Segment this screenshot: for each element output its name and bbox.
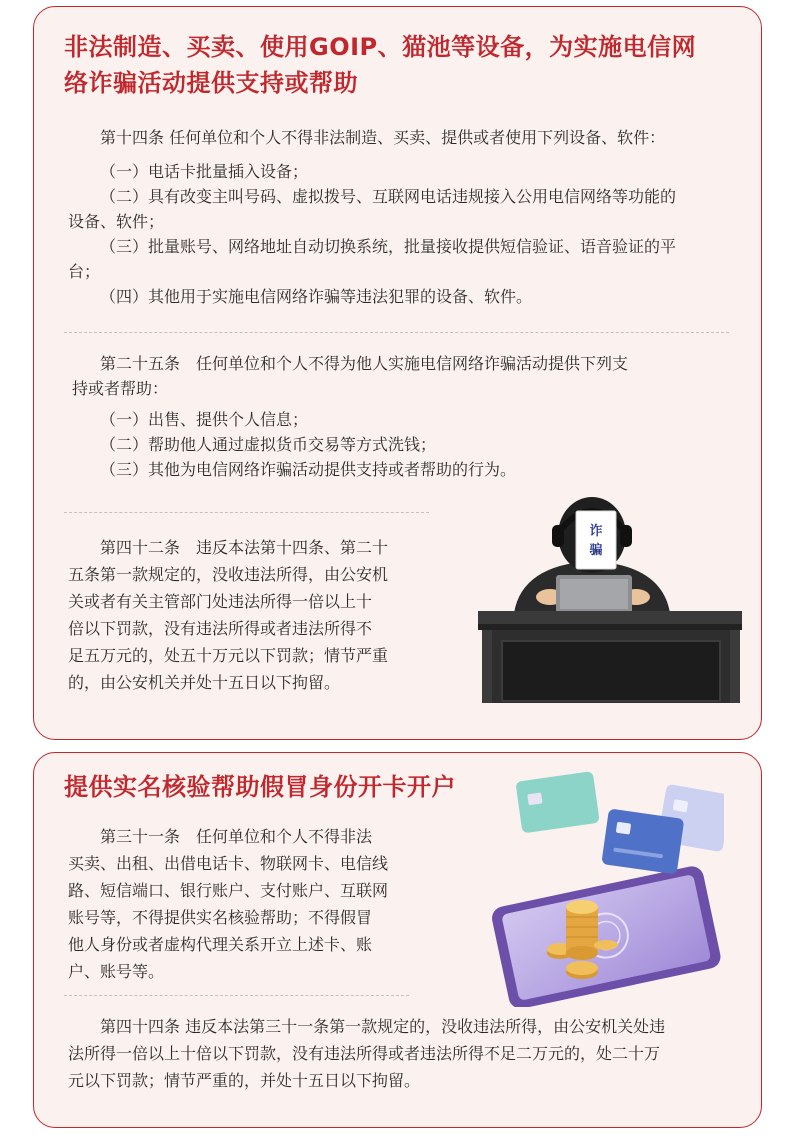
section-title xyxy=(64,29,696,101)
article-25-item: （一）出售、提供个人信息； xyxy=(100,410,309,429)
article-14-item-cont: 设备、软件； xyxy=(68,212,165,231)
article-14-intro: 第十四条 任何单位和个人不得非法制造、买卖、提供或者使用下列设备、软件： xyxy=(100,128,666,147)
article-44 xyxy=(68,1013,748,1094)
section-title-line2: 络诈骗活动提供支持或帮助 xyxy=(64,69,358,97)
article-14-item-cont: 台； xyxy=(68,262,101,281)
article-31-line: 账号等，不得提供实名核验帮助；不得假冒 xyxy=(68,908,373,927)
section-card-goip xyxy=(33,6,762,740)
article-42 xyxy=(68,534,428,696)
article-42-line: 第四十二条 违反本法第十四条、第二十 xyxy=(100,538,389,557)
article-14-item: （一）电话卡批量插入设备； xyxy=(100,162,309,181)
article-31-line: 第三十一条 任何单位和个人不得非法 xyxy=(100,827,373,846)
article-31-line: 买卖、出租、出借电话卡、物联网卡、电信线 xyxy=(68,854,389,873)
article-14-item: （三）批量账号、网络地址自动切换系统，批量接收提供短信验证、语音验证的平 xyxy=(100,237,677,256)
sign-char-2: 骗 xyxy=(589,543,603,558)
article-25 xyxy=(68,351,748,482)
article-31 xyxy=(68,823,428,985)
article-25-intro-line2: 持或者帮助： xyxy=(72,379,169,398)
article-14 xyxy=(68,125,748,309)
article-25-intro-line1: 第二十五条 任何单位和个人不得为他人实施电信网络诈骗活动提供下列支 xyxy=(100,354,629,373)
article-42-line: 五条第一款规定的，没收违法所得，由公安机 xyxy=(68,565,389,584)
article-14-item: （四）其他用于实施电信网络诈骗等违法犯罪的设备、软件。 xyxy=(100,287,533,306)
article-31-line: 户、账号等。 xyxy=(68,962,165,981)
article-31-line: 路、短信端口、银行账户、支付账户、互联网 xyxy=(68,881,389,900)
section-title-line1: 非法制造、买卖、使用GOIP、猫池等设备，为实施电信网 xyxy=(64,33,697,61)
article-42-line: 关或者有关主管部门处违法所得一倍以上十 xyxy=(68,592,373,611)
article-44-line: 元以下罚款；情节严重的，并处十五日以下拘留。 xyxy=(68,1071,421,1090)
article-14-item: （二）具有改变主叫号码、虚拟拨号、互联网电话违规接入公用电信网络等功能的 xyxy=(100,187,677,206)
divider xyxy=(64,332,729,333)
section-card-realname xyxy=(33,752,762,1128)
divider xyxy=(64,995,409,996)
article-44-line: 第四十四条 违反本法第三十一条第一款规定的，没收违法所得，由公安机关处违 xyxy=(100,1017,666,1036)
divider xyxy=(64,512,429,513)
article-31-line: 他人身份或者虚构代理关系开立上述卡、账 xyxy=(68,935,373,954)
hacker-at-desk-icon xyxy=(442,491,742,703)
section-title: 提供实名核验帮助假冒身份开卡开户 xyxy=(64,773,456,801)
article-42-line: 的，由公安机关并处十五日以下拘留。 xyxy=(68,673,341,692)
sign-char-1: 诈 xyxy=(589,524,603,539)
article-42-line: 足五万元的，处五十万元以下罚款；情节严重 xyxy=(68,646,389,665)
article-44-line: 法所得一倍以上十倍以下罚款，没有违法所得或者违法所得不足二万元的，处二十万 xyxy=(68,1044,661,1063)
article-42-line: 倍以下罚款，没有违法所得或者违法所得不 xyxy=(68,619,373,638)
phone-cards-coins-icon xyxy=(474,767,724,1007)
article-25-item: （三）其他为电信网络诈骗活动提供支持或者帮助的行为。 xyxy=(100,460,517,479)
article-25-item: （二）帮助他人通过虚拟货币交易等方式洗钱； xyxy=(100,435,437,454)
